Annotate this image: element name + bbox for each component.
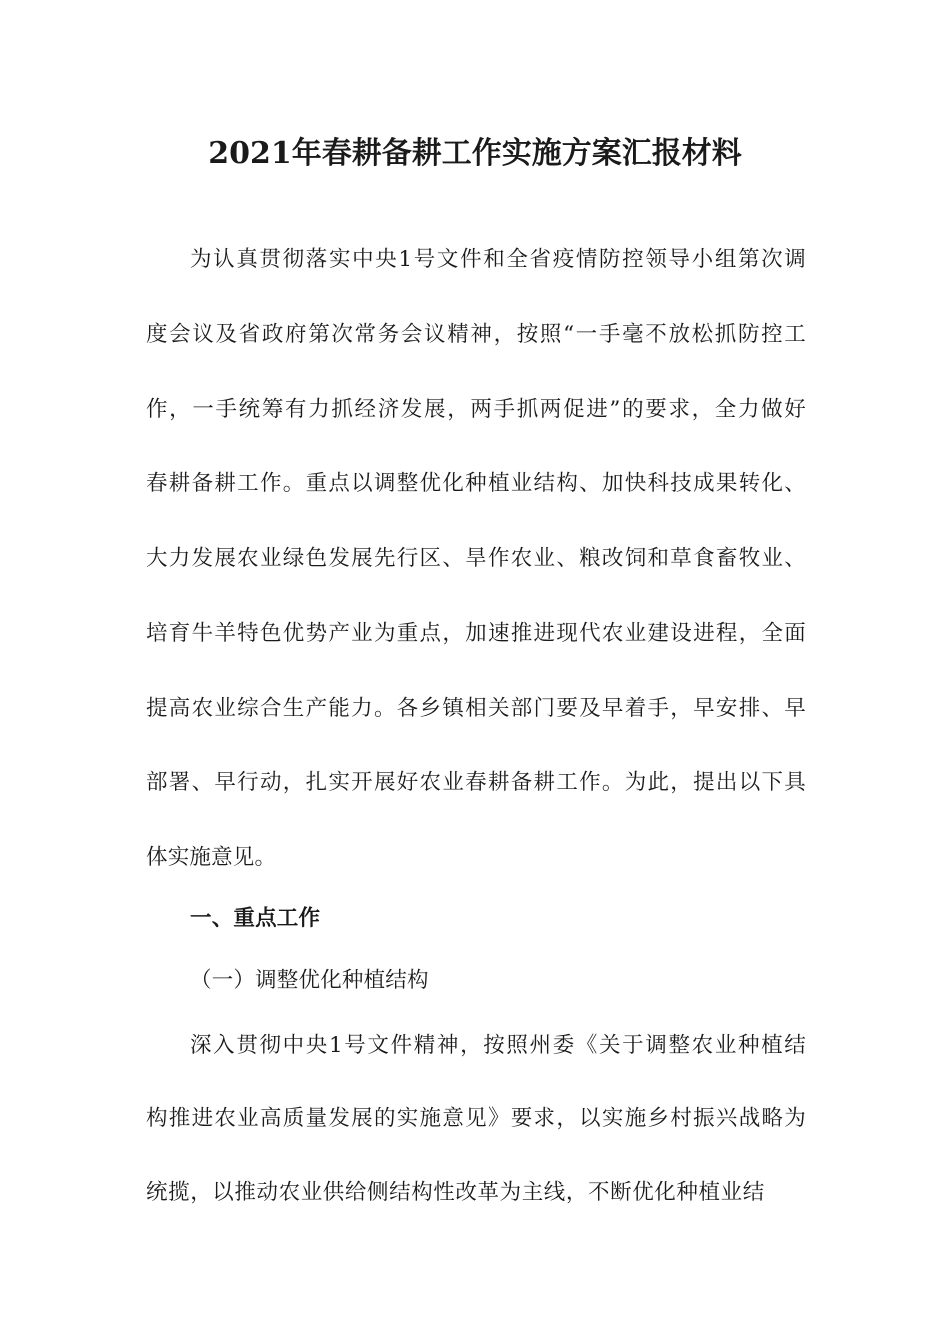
paragraph-line: 培育牛羊特色优势产业为重点，加速推进现代农业建设进程，全面 [146, 621, 806, 646]
paragraph-line: 春耕备耕工作。重点以调整优化种植业结构、加快科技成果转化、 [146, 471, 806, 496]
paragraph-line: 提高农业综合生产能力。各乡镇相关部门要及早着手，早安排、早 [146, 696, 806, 721]
paragraph-line: 为认真贯彻落实中央1号文件和全省疫情防控领导小组第次调 [190, 247, 806, 272]
paragraph-line: 体实施意见。 [146, 845, 277, 870]
paragraph-line: 大力发展农业绿色发展先行区、旱作农业、粮改饲和草食畜牧业、 [146, 546, 806, 571]
paragraph-line: 作，一手统筹有力抓经济发展，两手抓两促进”的要求，全力做好 [146, 397, 806, 422]
section-subheading: （一）调整优化种植结构 [190, 968, 429, 993]
paragraph-line: 深入贯彻中央1号文件精神，按照州委《关于调整农业种植结 [190, 1033, 806, 1058]
paragraph-line: 统揽，以推动农业供给侧结构性改革为主线，不断优化种植业结 [146, 1180, 765, 1205]
paragraph-line: 部署、早行动，扎实开展好农业春耕备耕工作。为此，提出以下具 [146, 770, 806, 795]
page-title: 2021年春耕备耕工作实施方案汇报材料 [208, 136, 742, 171]
paragraph-line: 度会议及省政府第次常务会议精神，按照“一手毫不放松抓防控工 [146, 322, 806, 347]
section-heading: 一、重点工作 [190, 906, 321, 931]
paragraph-line: 构推进农业高质量发展的实施意见》要求，以实施乡村振兴战略为 [146, 1106, 806, 1131]
